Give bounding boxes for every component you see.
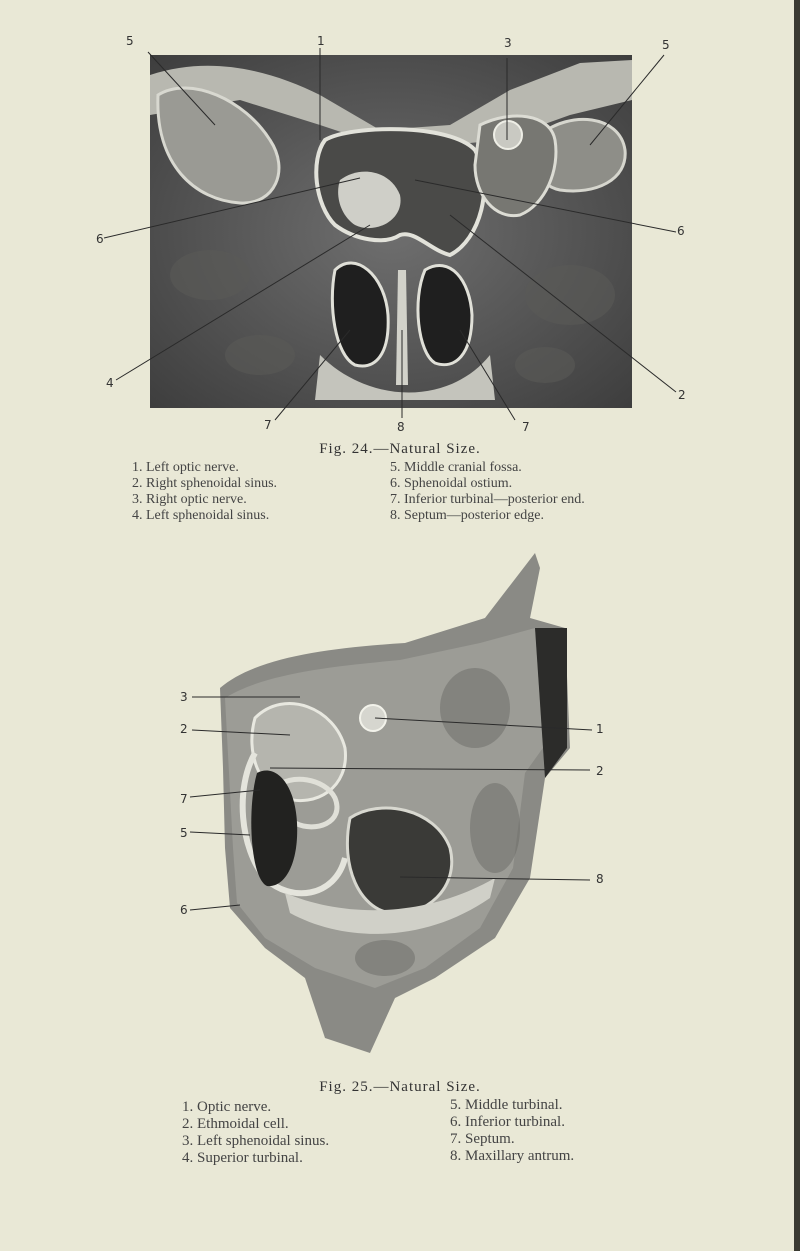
fig24-label-5-right: 5 [662,38,670,52]
fig25-label-6: 6 [180,903,188,917]
fig24-label-8: 8 [397,420,405,434]
fig24-label-2: 2 [678,388,686,402]
fig25-legend-item: 8. Maxillary antrum. [450,1148,575,1164]
fig25-legend-item: 3. Left sphenoidal sinus. [182,1133,330,1149]
fig24-label-5-left: 5 [126,34,134,48]
fig25-label-8: 8 [596,872,604,886]
fig25-label-3: 3 [180,690,188,704]
fig24-label-6-left: 6 [96,232,104,246]
fig25-legend-item: 5. Middle turbinal. [450,1097,563,1113]
fig25-legend-item: 7. Septum. [450,1131,515,1147]
fig24-legend-item: 2. Right sphenoidal sinus. [132,476,278,491]
fig25-label-2-right: 2 [596,764,604,778]
fig24-label-6-right: 6 [677,224,685,238]
fig24-legend-item: 7. Inferior turbinal—posterior end. [390,492,585,507]
fig24-legend-item: 6. Sphenoidal ostium. [390,476,513,491]
fig25-legend-right [450,1097,574,1165]
fig25-label-5: 5 [180,826,188,840]
fig25-legend-left [182,1099,329,1167]
fig24-legend-item: 3. Right optic nerve. [132,492,247,507]
fig25-legend-item: 4. Superior turbinal. [182,1150,303,1166]
fig24-legend-item: 5. Middle cranial fossa. [390,460,522,475]
fig24-caption: Fig. 24.—Natural Size. [319,441,481,457]
fig24-legend-item: 8. Septum—posterior edge. [390,508,544,523]
fig25-label-2-left: 2 [180,722,188,736]
fig24-label-3: 3 [504,36,512,50]
fig25-caption: Fig. 25.—Natural Size. [319,1079,481,1095]
fig25-label-7: 7 [180,792,188,806]
fig24-legend-item: 1. Left optic nerve. [132,460,239,475]
fig25-legend-item: 6. Inferior turbinal. [450,1114,565,1130]
fig24-label-1: 1 [317,34,325,48]
fig25-legend-item: 1. Optic nerve. [182,1099,272,1115]
fig24-label-4: 4 [106,376,114,390]
fig24-label-7-left: 7 [264,418,272,432]
fig25-legend-item: 2. Ethmoidal cell. [182,1116,289,1132]
fig25-label-1: 1 [596,722,604,736]
fig24-label-7-right: 7 [522,420,530,434]
fig24-legend-item: 4. Left sphenoidal sinus. [132,508,270,523]
